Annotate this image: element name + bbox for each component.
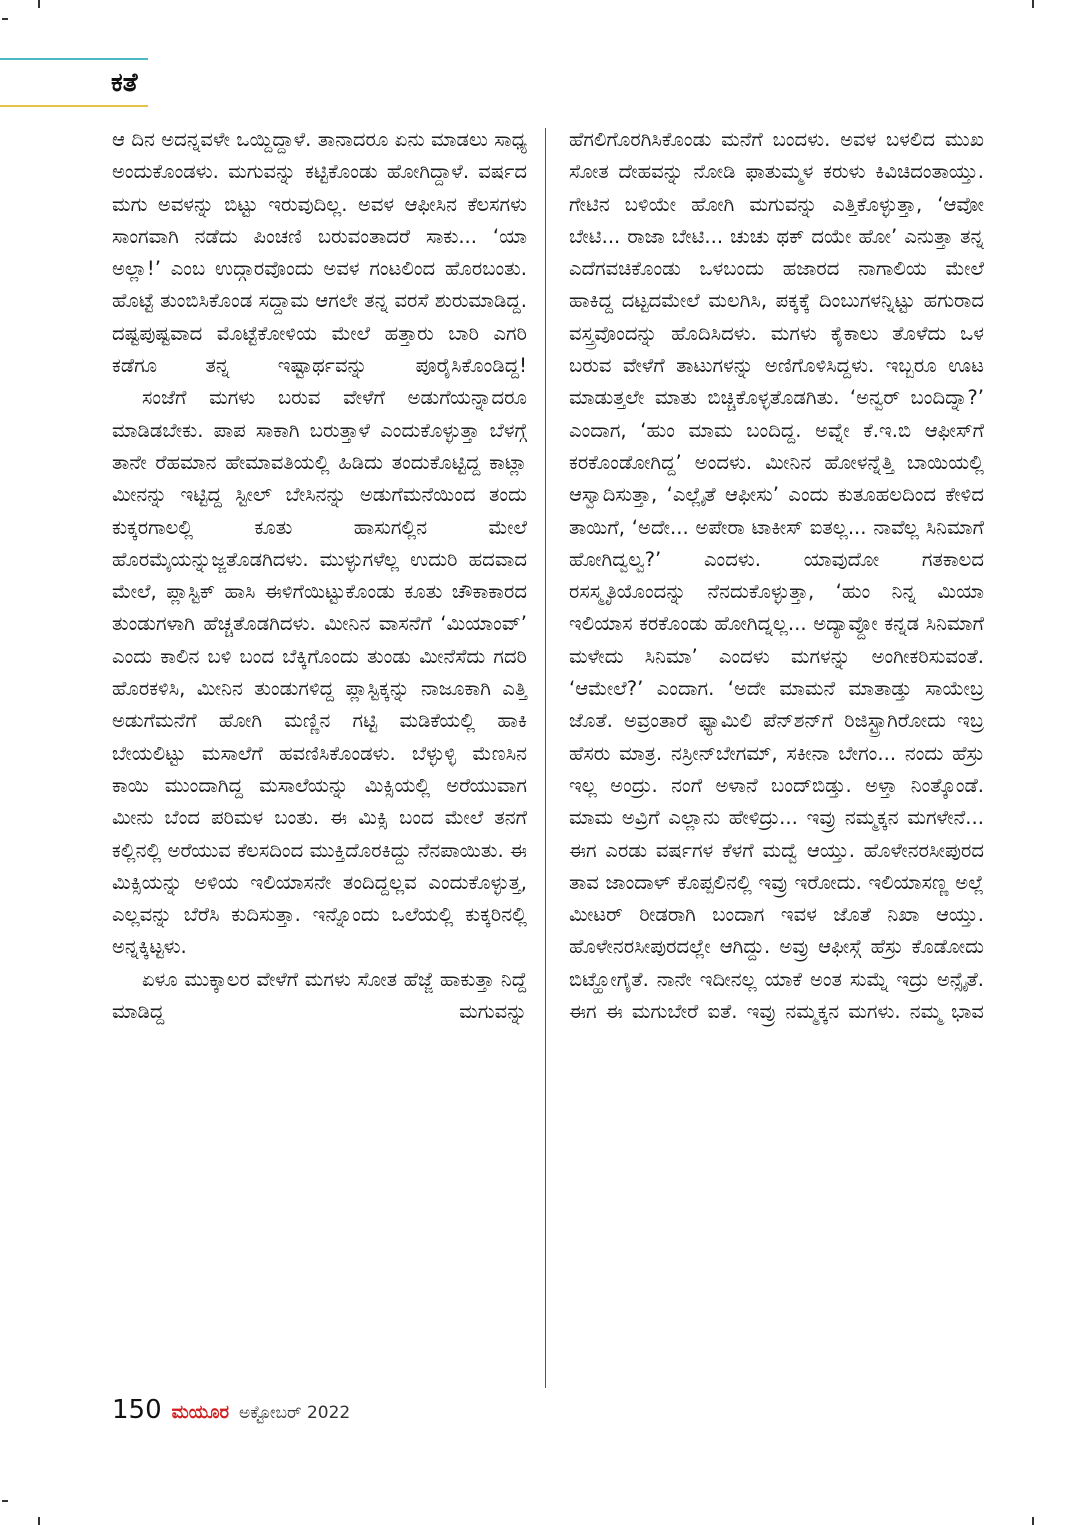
header-rule-bottom xyxy=(0,105,148,107)
page-number: 150 xyxy=(112,1395,162,1425)
issue-date: ಅಕ್ಟೋಬರ್ 2022 xyxy=(239,1403,351,1423)
paragraph: ಹೆಗಲಿಗೊರಗಿಸಿಕೊಂಡು ಮನೆಗೆ ಬಂದಳು. ಅವಳ ಬಳಲಿದ ಮುಖ ಸೋತ ದೇಹವನ್ನು ನೋಡಿ ಫಾತುಮ್ಮಳ ಕರುಳು ಕಿವಿಚಿದಂತಾಯ್ತು. ಗೇಟಿನ ಬಳಿಯೇ ಹೋಗಿ ಮಗುವನ್ನು ಎತ್ತಿಕೊಳ್ಳುತ್ತಾ, ‘ಆವೋ ಬೇಟಿ... ರಾಜಾ ಬೇಟಿ... ಚುಚು ಥಕ್ ದಯೇ ಹೋ’ ಎನುತ್ತಾ ತನ್ನ ಎದೆಗವಚಿಕೊಂಡು ಒಳಬಂದು ಹಜಾರದ ನಾಗಾಲಿಯ ಮೇಲೆ ಹಾಕಿದ್ದ ದಟ್ಟದಮೇಲೆ ಮಲಗಿಸಿ, ಪಕ್ಕಕ್ಕೆ ದಿಂಬುಗಳನ್ನಿಟ್ಟು ಹಗುರಾದ ವಸ್ತ್ರವೊಂದನ್ನು ಹೊದಿಸಿದಳು. ಮಗಳು ಕೈಕಾಲು ತೊಳೆದು ಒಳ ಬರುವ ವೇಳೆಗೆ ತಾಟುಗಳನ್ನು ಅಣಿಗೊಳಿಸಿದ್ದಳು. ಇಬ್ಬರೂ ಊಟ ಮಾಡುತ್ತಲೇ ಮಾತು ಬಿಚ್ಚಿಕೊಳ್ಳತೊಡಗಿತು. ‘ಅನ್ವರ್ ಬಂದಿದ್ನಾ?’ ಎಂದಾಗ, ‘ಹುಂ ಮಾಮ ಬಂದಿದ್ದ. ಅವ್ನೇ ಕೆ.ಇ.ಬಿ ಆಫೀಸ್‌ಗೆ ಕರಕೊಂಡೋಗಿದ್ದ’ ಅಂದಳು. ಮೀನಿನ ಹೋಳನ್ನೆತ್ತಿ ಬಾಯಿಯಲ್ಲಿ ಆಸ್ವಾದಿಸುತ್ತಾ, ‘ಎಲ್ಲೈತೆ ಆಫೀಸು’ ಎಂದು ಕುತೂಹಲದಿಂದ ಕೇಳಿದ ತಾಯಿಗೆ, ‘ಅದೇ... ಅಪೇರಾ ಟಾಕೀಸ್ ಐತಲ್ಲ... ನಾವೆಲ್ಲ ಸಿನಿಮಾಗೆ ಹೋಗಿದ್ವಲ್ವ?’ ಎಂದಳು. ಯಾವುದೋ ಗತಕಾಲದ ರಸಸ್ಮೃತಿಯೊಂದನ್ನು ನೆನದುಕೊಳ್ಳುತ್ತಾ, ‘ಹುಂ ನಿನ್ನ ಮಿಯಾ ಇಲಿಯಾಸ ಕರಕೊಂಡು ಹೋಗಿದ್ನಲ್ಲ... ಅದ್ಯಾವ್ದೋ ಕನ್ನಡ ಸಿನಿಮಾಗೆ ಮಳೇದು ಸಿನಿಮಾ’ ಎಂದಳು ಮಗಳನ್ನು ಅಂಗೀಕರಿಸುವಂತೆ. ‘ಆಮೇಲೆ?’ ಎಂದಾಗ. ‘ಅದೇ ಮಾಮನೆ ಮಾತಾಡ್ತು ಸಾಯೇಬ್ರ ಜೊತೆ. ಅವ್ರಂತಾರೆ ಫ್ಯಾಮಿಲಿ ಪೆನ್‌ಶನ್‌ಗೆ ರಿಜಿಸ್ಟ್ರಾಗಿರೋದು ಇಬ್ರ ಹೆಸರು ಮಾತ್ರ. ನಸ್ರೀನ್‌ಬೇಗಮ್, ಸಕೀನಾ ಬೇಗಂ... ನಂದು ಹೆಸ್ರು ಇಲ್ಲ ಅಂದ್ರು. ನಂಗೆ ಅಳಾನೆ ಬಂದ್‌ಬಿಡ್ತು. ಅಳ್ತಾ ನಿಂತ್ಕೊಂಡೆ. ಮಾಮ ಅವ್ರಿಗೆ ಎಲ್ಲಾನು ಹೇಳಿದ್ರು... ಇವ್ರು ನಮ್ಮಕ್ಕನ ಮಗಳೇನೆ... ಈಗ ಎರಡು ವರ್ಷಗಳ ಕೆಳಗೆ ಮದ್ವೆ ಆಯ್ತು. ಹೊಳೇನರಸೀಪುರದ ತಾವ ಜಾಂದಾಳ್ ಕೊಪ್ಪಲಿನಲ್ಲಿ ಇವ್ರು ಇರೋದು. ಇಲಿಯಾಸಣ್ಣ ಅಲ್ಲೆ ಮೀಟರ್ ರೀಡರಾಗಿ ಬಂದಾಗ ಇವಳ ಜೊತೆ ನಿಖಾ ಆಯ್ತು. ಹೊಳೇನರಸೀಪುರದಲ್ಲೇ ಆಗಿದ್ದು. ಅವ್ರು ಆಫೀಸ್ಗೆ ಹೆಸ್ರು ಕೊಡೋದು ಬಿಟ್ಹೋಗೈತೆ. ನಾನೇ ಇದೀನಲ್ಲ ಯಾಕೆ ಅಂತ ಸುಮ್ನೆ ಇದ್ರು ಅನ್ಸೈತೆ. ಈಗ ಈ ಮಗುಬೇರೆ ಐತೆ. ಇವ್ರು ನಮ್ಮಕ್ಕನ ಮಗಳು. ನಮ್ಮ ಭಾವ xyxy=(569,128,984,1024)
right-column xyxy=(569,124,984,1028)
paragraph: ಆ ದಿನ ಅದನ್ನವಳೇ ಒಯ್ದಿದ್ದಾಳೆ. ತಾನಾದರೂ ಏನು ಮಾಡಲು ಸಾಧ್ಯ ಅಂದುಕೊಂಡಳು. ಮಗುವನ್ನು ಕಟ್ಟಿಕೊಂಡು ಹೋಗಿದ್ದಾಳೆ. ವರ್ಷದ ಮಗು ಅವಳನ್ನು ಬಿಟ್ಟು ಇರುವುದಿಲ್ಲ. ಅವಳ ಆಫೀಸಿನ ಕೆಲಸಗಳು ಸಾಂಗವಾಗಿ ನಡೆದು ಪಿಂಚಣಿ ಬರುವಂತಾದರೆ ಸಾಕು... ‘ಯಾ ಅಲ್ಲಾ!’ ಎಂಬ ಉದ್ಗಾರವೊಂದು ಅವಳ ಗಂಟಲಿಂದ ಹೊರಬಂತು. ಹೊಟ್ಟೆ ತುಂಬಿಸಿಕೊಂಡ ಸದ್ದಾಮ ಆಗಲೇ ತನ್ನ ವರಸೆ ಶುರುಮಾಡಿದ್ದ. ದಷ್ಟಪುಷ್ಟವಾದ ಮೊಟ್ಟೆಕೋಳಿಯ ಮೇಲೆ ಹತ್ತಾರು ಬಾರಿ ಎಗರಿ ಕಡೆಗೂ ತನ್ನ ಇಷ್ಟಾರ್ಥವನ್ನು ಪೂರೈಸಿಕೊಂಡಿದ್ದ! xyxy=(112,128,527,378)
paragraph: ಸಂಜೆಗೆ ಮಗಳು ಬರುವ ವೇಳೆಗೆ ಅಡುಗೆಯನ್ನಾದರೂ ಮಾಡಿಡಬೇಕು. ಪಾಪ ಸಾಕಾಗಿ ಬರುತ್ತಾಳೆ ಎಂದುಕೊಳ್ಳುತ್ತಾ ಬೆಳಗ್ಗೆ ತಾನೇ ರೆಹಮಾನ ಹೇಮಾವತಿಯಲ್ಲಿ ಹಿಡಿದು ತಂದುಕೊಟ್ಟಿದ್ದ ಕಾಟ್ಲಾ ಮೀನನ್ನು ಇಟ್ಟಿದ್ದ ಸ್ಟೀಲ್ ಬೇಸಿನನ್ನು ಅಡುಗೆಮನೆಯಿಂದ ತಂದು ಕುಕ್ಕರಗಾಲಲ್ಲಿ ಕೂತು ಹಾಸುಗಲ್ಲಿನ ಮೇಲೆ ಹೊರಮೈಯನ್ನುಜ್ಜತೊಡಗಿದಳು. ಮುಳ್ಳುಗಳೆಲ್ಲ ಉದುರಿ ಹದವಾದ ಮೇಲೆ, ಪ್ಲಾಸ್ಟಿಕ್ ಹಾಸಿ ಈಳಿಗೆಯಿಟ್ಟುಕೊಂಡು ಕೂತು ಚೌಕಾಕಾರದ ತುಂಡುಗಳಾಗಿ ಹೆಚ್ಚತೊಡಗಿದಳು. ಮೀನಿನ ವಾಸನೆಗೆ ‘ಮಿಯಾಂವ್’ ಎಂದು ಕಾಲಿನ ಬಳಿ ಬಂದ ಬೆಕ್ಕಿಗೊಂದು ತುಂಡು ಮೀನೆಸೆದು ಗದರಿ ಹೊರಕಳಿಸಿ, ಮೀನಿನ ತುಂಡುಗಳಿದ್ದ ಪ್ಲಾಸ್ಟಿಕ್ಕನ್ನು ನಾಜೂಕಾಗಿ ಎತ್ತಿ ಅಡುಗೆಮನೆಗೆ ಹೋಗಿ ಮಣ್ಣಿನ ಗಟ್ಟಿ ಮಡಿಕೆಯಲ್ಲಿ ಹಾಕಿ ಬೇಯಲಿಟ್ಟು ಮಸಾಲೆಗೆ ಹವಣಿಸಿಕೊಂಡಳು. ಬೆಳ್ಳುಳ್ಳಿ ಮೆಣಸಿನ ಕಾಯಿ ಮುಂದಾಗಿದ್ದ ಮಸಾಲೆಯನ್ನು ಮಿಕ್ಸಿಯಲ್ಲಿ ಅರೆಯುವಾಗ ಮೀನು ಬೆಂದ ಪರಿಮಳ ಬಂತು. ಈ ಮಿಕ್ಸಿ ಬಂದ ಮೇಲೆ ತನಗೆ ಕಲ್ಲಿನಲ್ಲಿ ಅರೆಯುವ ಕೆಲಸದಿಂದ ಮುಕ್ತಿದೊರಕಿದ್ದು ನೆನಪಾಯಿತು. ಈ ಮಿಕ್ಸಿಯನ್ನು ಅಳಿಯ ಇಲಿಯಾಸನೇ ತಂದಿದ್ದಲ್ಲವ ಎಂದುಕೊಳ್ಳುತ್ತ, ಎಲ್ಲವನ್ನು ಬೆರೆಸಿ ಕುದಿಸುತ್ತಾ. ಇನ್ನೊಂದು ಒಲೆಯಲ್ಲಿ ಕುಕ್ಕರಿನಲ್ಲಿ ಅನ್ನಕ್ಕಿಟ್ಟಳು. xyxy=(112,386,527,959)
crop-mark xyxy=(2,18,8,20)
header-rule-top xyxy=(0,58,148,60)
column-divider xyxy=(545,128,546,1388)
magazine-logo: ಮಯೂರ xyxy=(171,1402,230,1423)
crop-mark xyxy=(2,1500,8,1502)
left-column xyxy=(112,124,527,1028)
crop-mark xyxy=(38,1517,40,1525)
crop-mark xyxy=(1032,0,1034,8)
page-footer xyxy=(112,1395,350,1425)
paragraph: ಏಳೂ ಮುಕ್ಕಾಲರ ವೇಳೆಗೆ ಮಗಳು ಸೋತ ಹೆಜ್ಜೆ ಹಾಕುತ್ತಾ ನಿದ್ದೆ ಮಾಡಿದ್ದ ಮಗುವನ್ನು xyxy=(112,967,527,1024)
crop-mark xyxy=(1032,1517,1034,1525)
crop-mark xyxy=(38,0,40,8)
section-title: ಕತೆ xyxy=(111,68,138,98)
